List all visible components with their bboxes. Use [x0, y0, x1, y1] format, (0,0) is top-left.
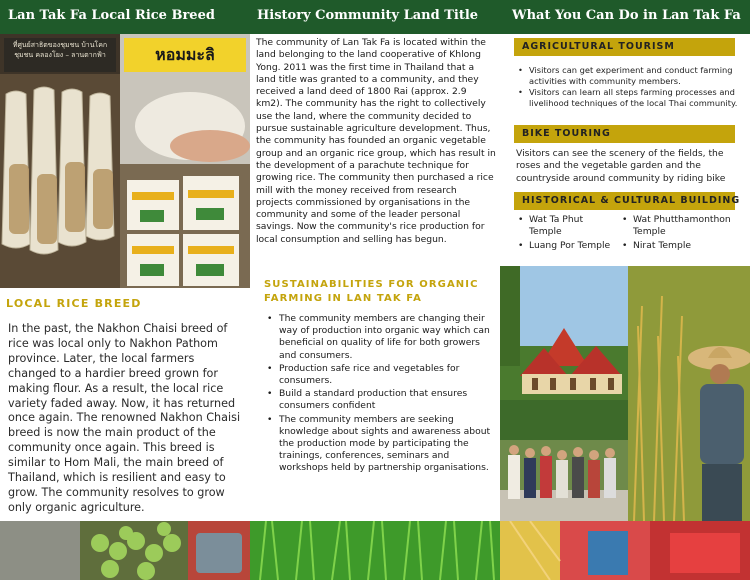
agri-tourism-list — [518, 65, 740, 109]
rice-products-photo — [0, 34, 250, 288]
bike-touring-text: Visitors can see the scenery of the fields, the roses and the vegetable garden and the countryside around community by riding bike — [516, 148, 726, 184]
history-text: The community of Lan Tak Fa is located within the land belonging to the land cooperative of Khlong Yong. 2011 was the first time in Thailand that a land title was granted to a community, and they received a land deed of 1800 Rai (approx. 2.9 km2). The community has the right to collectively use the land, where the community decided to pursue sustainable agriculture development. Thus, the community has founded an organic vegetable group and an organic rice group, which has result in the development of a parachute technique for growing rice. The community then purchased a rice mill with the money received from research projects commissioned by organisations in the community and some of the leader personal savings. Now the community's rice production for local consumption and selling has begun. — [256, 37, 496, 245]
local-rice-heading: LOCAL RICE BREED — [6, 297, 142, 310]
farmer-harvesting-photo — [628, 266, 750, 521]
hom-mali-rice-sign: หอมมะลิ — [155, 45, 215, 64]
col1-title: Lan Tak Fa Local Rice Breed — [8, 8, 215, 23]
temple-item: • Wat Phutthamonthon Temple — [622, 214, 738, 238]
vegetables-market-photo — [0, 521, 250, 580]
list-item: • Visitors can get experiment and conduct farming activities with community members. — [518, 65, 740, 86]
temple-item: • Wat Ta Phut Temple — [518, 214, 608, 238]
thai-community-sign: ที่ศูนย์สาธิตของชุมชน บ้านโคกชุมชน คลองโยง – ลานตากฟ้า — [4, 38, 116, 72]
bike-touring-heading: BIKE TOURING — [514, 125, 735, 143]
local-rice-text: In the past, the Nakhon Chaisi breed of rice was local only to Nakhon Pathom province. Later, the local farmers changed to a hardier breed grown for making flour. As a result, the local rice variety faded away. Now, it has returned once again. The renowned Nakhon Chaisi breed is now the main product of the community once again. This breed is similar to Hom Mali, the main breed of Thailand, which is resilient and easy to grow. The community resolves to grow only organic agriculture. — [8, 322, 241, 514]
historical-heading: HISTORICAL & CULTURAL BUILDING — [514, 192, 735, 210]
agri-tourism-heading: AGRICULTURAL TOURISM — [514, 38, 735, 56]
col3-title: What You Can Do in Lan Tak Fa — [512, 8, 741, 23]
header-bar — [0, 0, 750, 34]
rice-seedlings-photo — [250, 521, 500, 580]
list-item: • Visitors can learn all steps farming processes and livelihood techniques of the local Thai community. — [518, 87, 740, 108]
list-item: • Build a standard production that ensures consumers confident — [266, 388, 492, 412]
sustainabilities-heading: SUSTAINABILITIES FOR ORGANIC FARMING IN LAN TAK FA — [264, 279, 479, 304]
visitors-group-photo — [500, 400, 628, 521]
list-item: • Production safe rice and vegetables for consumers. — [266, 363, 492, 387]
temple-photo — [500, 266, 628, 400]
sustainabilities-list — [266, 313, 492, 476]
temple-decoration-photo — [500, 521, 750, 580]
list-item: • The community members are seeking knowledge about sights and awareness about the production mode by participating the trainings, conferences, seminars and workshops held by partnership organisations. — [266, 414, 492, 475]
temple-item: • Luang Por Temple — [518, 240, 618, 252]
list-item: • The community members are changing their way of production into organic way which can beneficial on quality of life for both growers and consumers. — [266, 313, 492, 362]
temple-item: • Nirat Temple — [622, 240, 722, 252]
col2-title: History Community Land Title — [257, 8, 479, 23]
